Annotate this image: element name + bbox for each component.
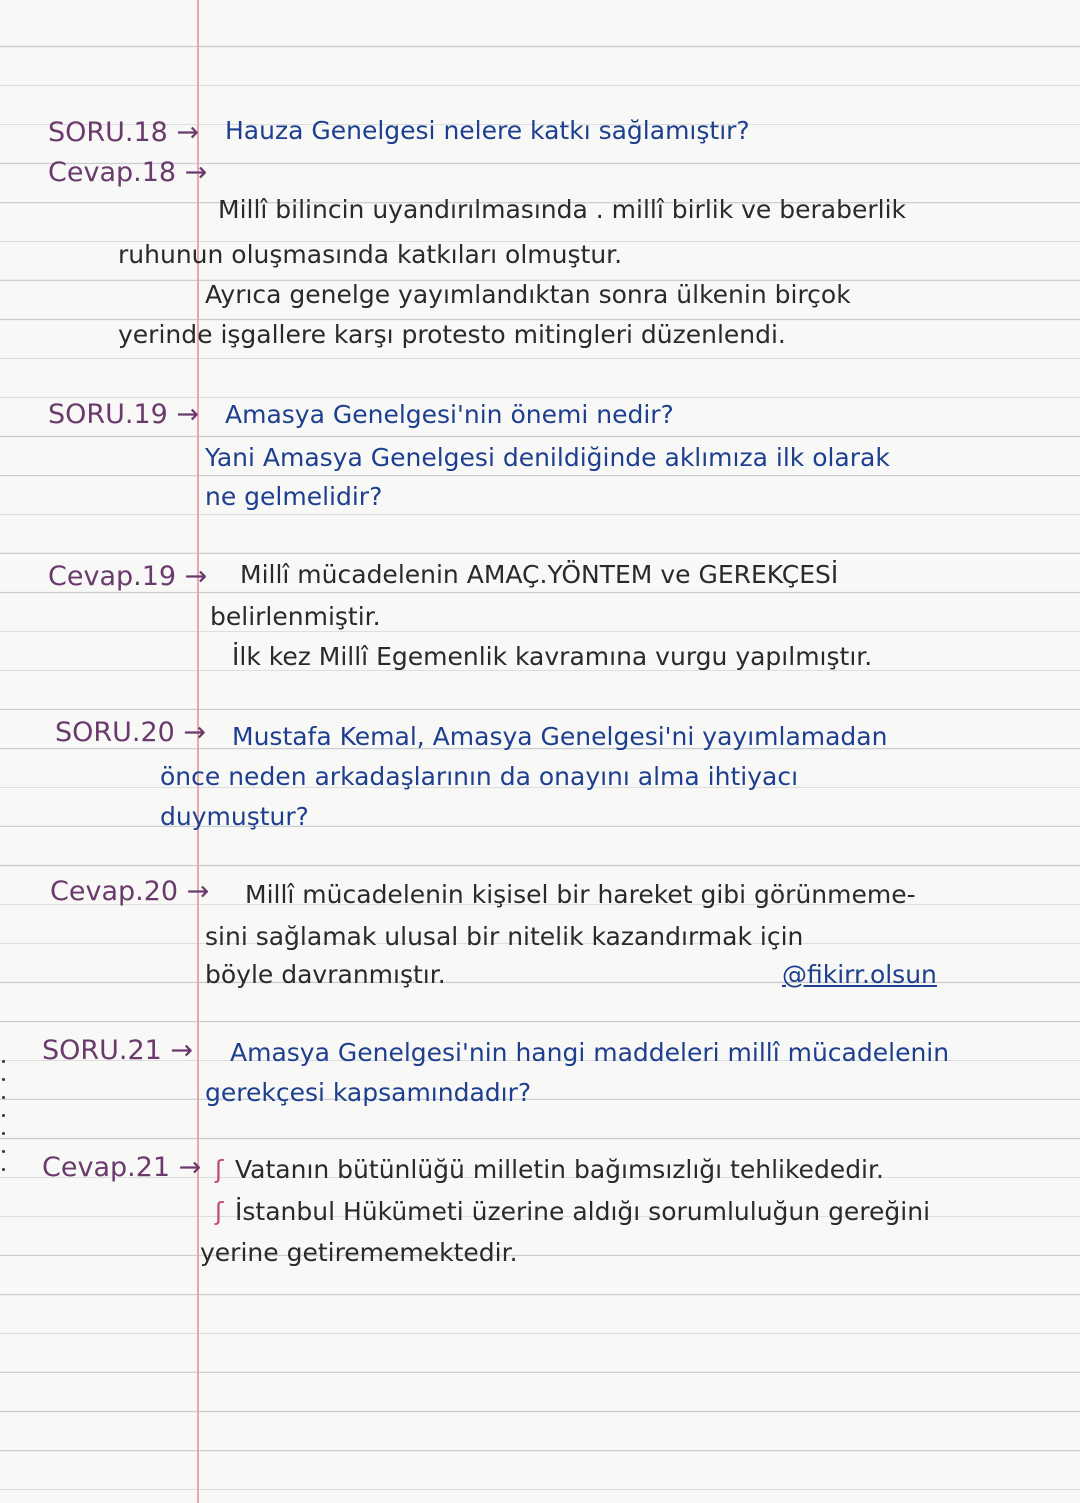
- answer-20-line-1: Millî mücadelenin kişisel bir hareket gibi görünmeme-: [245, 880, 916, 909]
- margin-line: [197, 0, 199, 1503]
- answer-18-line-4: yerinde işgallere karşı protesto mitingleri düzenlendi.: [118, 320, 786, 349]
- answer-20-line-2: sini sağlamak ulusal bir nitelik kazandırmak için: [205, 922, 804, 951]
- bullet-1: ʃ: [215, 1155, 224, 1184]
- question-18-text: Hauza Genelgesi nelere katkı sağlamıştır?: [225, 116, 750, 145]
- question-21-label: SORU.21 →: [42, 1035, 194, 1066]
- question-18-label: SORU.18 →: [48, 117, 200, 148]
- answer-19-line-2: belirlenmiştir.: [210, 602, 381, 631]
- answer-20-line-3: böyle davranmıştır.: [205, 960, 446, 989]
- answer-20-label: Cevap.20 →: [50, 876, 210, 907]
- question-19-line-3: ne gelmelidir?: [205, 482, 383, 511]
- answer-19-label: Cevap.19 →: [48, 561, 208, 592]
- answer-18-line-1: Millî bilincin uyandırılmasında . millî birlik ve beraberlik: [218, 195, 907, 224]
- question-21-line-1: Amasya Genelgesi'nin hangi maddeleri millî mücadelenin: [230, 1038, 950, 1067]
- answer-21-line-1: Vatanın bütünlüğü milletin bağımsızlığı tehlikededir.: [235, 1155, 884, 1184]
- bullet-2: ʃ: [215, 1197, 224, 1226]
- answer-21-label: Cevap.21 →: [42, 1152, 202, 1183]
- answer-18-line-2: ruhunun oluşmasında katkıları olmuştur.: [118, 240, 623, 269]
- question-19-line-2: Yani Amasya Genelgesi denildiğinde aklımıza ilk olarak: [205, 443, 890, 472]
- answer-18-label: Cevap.18 →: [48, 157, 208, 188]
- answer-21-line-3: yerine getirememektedir.: [200, 1238, 518, 1267]
- answer-19-line-1: Millî mücadelenin AMAÇ.YÖNTEM ve GEREKÇESİ: [240, 560, 839, 589]
- question-19-line-1: Amasya Genelgesi'nin önemi nedir?: [225, 400, 674, 429]
- question-20-label: SORU.20 →: [55, 717, 207, 748]
- author-handle: @fikirr.olsun: [782, 960, 937, 989]
- question-21-line-2: gerekçesi kapsamındadır?: [205, 1078, 532, 1107]
- answer-21-line-2: İstanbul Hükümeti üzerine aldığı sorumluluğun gereğini: [235, 1197, 931, 1226]
- question-20-line-3: duymuştur?: [160, 802, 309, 831]
- question-19-label: SORU.19 →: [48, 399, 200, 430]
- answer-18-line-3: Ayrıca genelge yayımlandıktan sonra ülkenin birçok: [205, 280, 851, 309]
- question-20-line-1: Mustafa Kemal, Amasya Genelgesi'ni yayımlamadan: [232, 722, 888, 751]
- binding-holes: [0, 1060, 8, 1200]
- question-20-line-2: önce neden arkadaşlarının da onayını alma ihtiyacı: [160, 762, 799, 791]
- answer-19-line-3: İlk kez Millî Egemenlik kavramına vurgu yapılmıştır.: [232, 642, 873, 671]
